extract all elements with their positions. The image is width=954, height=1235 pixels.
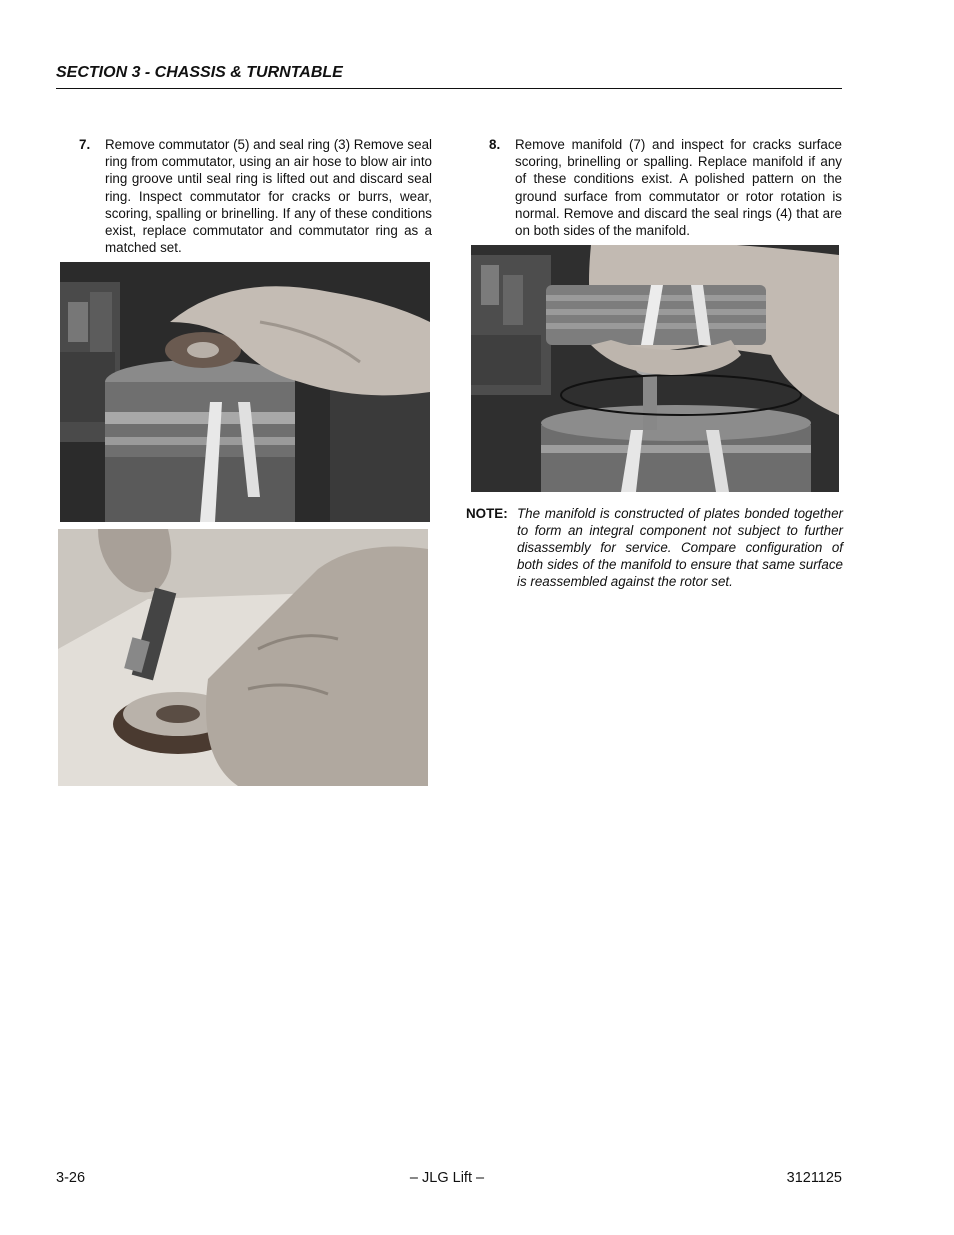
step-number: 8.	[489, 137, 501, 152]
page-number: 3-26	[56, 1170, 86, 1186]
step-7	[79, 136, 432, 258]
note-label: NOTE:	[466, 506, 508, 521]
step-8	[489, 136, 842, 241]
photo-commutator-removal	[60, 262, 430, 522]
photo-manifold-removal	[471, 245, 839, 492]
step-text: Remove manifold (7) and inspect for cracks surface scoring, brinelling or spalling. Replace manifold if any of these conditions exist. A polished pattern on the ground surface from commutator or rotor rotation is normal. Remove and discard the seal rings (4) that are on both sides of the manifold.	[515, 137, 842, 239]
document-number: 3121125	[786, 1170, 842, 1186]
footer-center: – JLG Lift –	[409, 1170, 485, 1186]
photo-seal-ring-removal	[58, 529, 428, 786]
step-number: 7.	[79, 137, 91, 152]
note-text: The manifold is constructed of plates bonded together to form an integral component not subject to further disassembly for service. Compare configuration of both sides of the manifold to ensure that same surface is reassembled against the rotor set.	[517, 506, 843, 589]
section-header: SECTION 3 - CHASSIS & TURNTABLE	[56, 64, 842, 89]
step-text: Remove commutator (5) and seal ring (3) Remove seal ring from commutator, using an air hose to blow air into ring groove until seal ring is lifted out and discard seal ring. Inspect commutator for cracks or burrs, wear, scoring, spalling or brinelling. If any of these conditions exist, replace commutator and commutator ring as a matched set.	[105, 137, 432, 256]
